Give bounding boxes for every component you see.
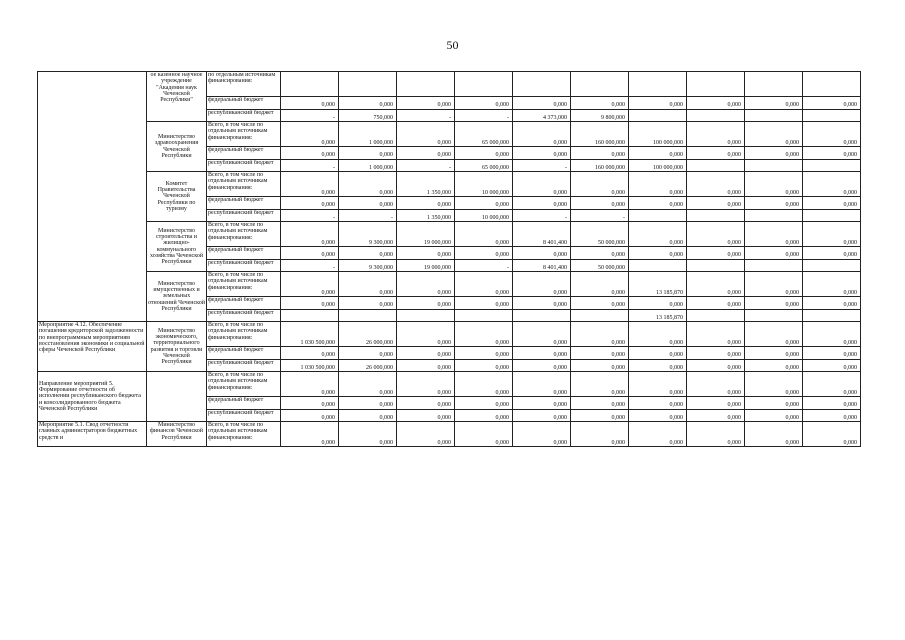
value-cell xyxy=(803,109,861,122)
value-cell: 9 800,000 xyxy=(571,109,629,122)
funding-source-cell: Всего, в том числе по отдельным источникам финансирования: xyxy=(207,322,281,347)
value-cell: 100 000,000 xyxy=(629,122,687,147)
page-number: 50 xyxy=(446,38,459,52)
value-cell: - xyxy=(513,209,571,222)
value-cell xyxy=(745,209,803,222)
value-cell: 0,000 xyxy=(281,247,339,260)
event-cell: Направление мероприятий 5. Формирование отчетности об исполнении республиканского бюджета и консолидированного бюджета Чеченской Республики xyxy=(38,372,147,422)
funding-source-cell: федеральный бюджет xyxy=(207,147,281,160)
value-cell: 0,000 xyxy=(455,97,513,110)
value-cell: 0,000 xyxy=(281,97,339,110)
value-cell: 0,000 xyxy=(803,409,861,422)
value-cell: 0,000 xyxy=(803,197,861,210)
executor-cell xyxy=(147,372,207,422)
value-cell: - xyxy=(397,159,455,172)
value-cell: 0,000 xyxy=(281,297,339,310)
value-cell: 0,000 xyxy=(803,147,861,160)
value-cell: 0,000 xyxy=(803,272,861,297)
value-cell: 0,000 xyxy=(803,347,861,360)
value-cell xyxy=(397,72,455,97)
value-cell xyxy=(745,72,803,97)
value-cell: 0,000 xyxy=(339,97,397,110)
value-cell: 0,000 xyxy=(571,397,629,410)
value-cell: 0,000 xyxy=(687,347,745,360)
value-cell: 8 401,400 xyxy=(513,222,571,247)
value-cell: 0,000 xyxy=(281,147,339,160)
value-cell: - xyxy=(397,109,455,122)
funding-source-cell: Всего, в том числе по отдельным источникам финансирования: xyxy=(207,172,281,197)
value-cell xyxy=(803,259,861,272)
executor-cell: Министерство экономического, территориального развития и торговли Чеченской Республики xyxy=(147,322,207,372)
value-cell: 0,000 xyxy=(455,147,513,160)
funding-source-cell: федеральный бюджет xyxy=(207,247,281,260)
value-cell: 0,000 xyxy=(745,247,803,260)
value-cell: 0,000 xyxy=(281,372,339,397)
value-cell: 160 000,000 xyxy=(571,159,629,172)
value-cell xyxy=(745,309,803,322)
value-cell: 26 000,000 xyxy=(339,359,397,372)
value-cell: 0,000 xyxy=(745,347,803,360)
value-cell: 0,000 xyxy=(687,147,745,160)
funding-source-cell: республиканский бюджет xyxy=(207,159,281,172)
event-cell: Мероприятие 5.1. Свод отчетности главных администраторов бюджетных средств и xyxy=(38,422,147,447)
value-cell: 0,000 xyxy=(455,222,513,247)
value-cell: 0,000 xyxy=(687,247,745,260)
value-cell: 9 300,000 xyxy=(339,259,397,272)
value-cell xyxy=(571,309,629,322)
table-row xyxy=(38,322,861,347)
value-cell: 0,000 xyxy=(455,272,513,297)
value-cell: 1 030 500,000 xyxy=(281,322,339,347)
value-cell: 0,000 xyxy=(803,422,861,447)
value-cell: 0,000 xyxy=(455,422,513,447)
event-cell: Мероприятие 4.12. Обеспечение погашения кредиторской задолженности по внепрограммным мероприятиям восстановления экономики и социальной сферы Чеченской Республики xyxy=(38,322,147,372)
funding-source-cell: федеральный бюджет xyxy=(207,297,281,310)
funding-source-cell: Всего, в том числе по отдельным источникам финансирования: xyxy=(207,422,281,447)
value-cell: 0,000 xyxy=(281,122,339,147)
value-cell xyxy=(745,159,803,172)
value-cell: 0,000 xyxy=(629,359,687,372)
value-cell: 0,000 xyxy=(281,272,339,297)
value-cell xyxy=(803,72,861,97)
value-cell: 0,000 xyxy=(571,409,629,422)
value-cell: 0,000 xyxy=(571,322,629,347)
funding-source-cell: республиканский бюджет xyxy=(207,309,281,322)
value-cell: 0,000 xyxy=(397,422,455,447)
value-cell: 0,000 xyxy=(513,372,571,397)
value-cell: 0,000 xyxy=(513,272,571,297)
value-cell: 50 000,000 xyxy=(571,259,629,272)
value-cell: 0,000 xyxy=(803,97,861,110)
value-cell xyxy=(629,109,687,122)
value-cell: 0,000 xyxy=(629,322,687,347)
value-cell: 0,000 xyxy=(397,247,455,260)
value-cell: 0,000 xyxy=(687,272,745,297)
table-row xyxy=(38,372,861,397)
value-cell: 0,000 xyxy=(803,122,861,147)
value-cell: - xyxy=(455,109,513,122)
value-cell: 0,000 xyxy=(687,97,745,110)
value-cell xyxy=(687,259,745,272)
value-cell: 0,000 xyxy=(513,147,571,160)
value-cell: 0,000 xyxy=(629,409,687,422)
value-cell xyxy=(687,159,745,172)
value-cell: 0,000 xyxy=(339,347,397,360)
value-cell: 0,000 xyxy=(803,172,861,197)
value-cell: 8 401,400 xyxy=(513,259,571,272)
value-cell: 0,000 xyxy=(687,222,745,247)
value-cell: 0,000 xyxy=(687,372,745,397)
table-body xyxy=(38,72,861,447)
value-cell: 0,000 xyxy=(397,397,455,410)
funding-source-cell: Всего, в том числе по отдельным источникам финансирования: xyxy=(207,272,281,297)
value-cell: 0,000 xyxy=(455,322,513,347)
value-cell xyxy=(339,72,397,97)
value-cell: 0,000 xyxy=(745,397,803,410)
value-cell: 1 350,000 xyxy=(397,209,455,222)
value-cell: 0,000 xyxy=(397,347,455,360)
value-cell: 0,000 xyxy=(513,347,571,360)
value-cell: 10 000,000 xyxy=(455,172,513,197)
value-cell: 0,000 xyxy=(513,97,571,110)
value-cell: 13 185,870 xyxy=(629,272,687,297)
value-cell: 0,000 xyxy=(629,297,687,310)
value-cell xyxy=(687,109,745,122)
value-cell: 0,000 xyxy=(397,122,455,147)
value-cell xyxy=(281,309,339,322)
value-cell: 0,000 xyxy=(571,347,629,360)
value-cell: 0,000 xyxy=(513,359,571,372)
value-cell: 0,000 xyxy=(513,297,571,310)
value-cell xyxy=(745,259,803,272)
value-cell: 0,000 xyxy=(455,197,513,210)
value-cell: 0,000 xyxy=(513,322,571,347)
value-cell: 0,000 xyxy=(397,359,455,372)
value-cell: 10 000,000 xyxy=(455,209,513,222)
value-cell: 0,000 xyxy=(745,322,803,347)
value-cell: 0,000 xyxy=(803,297,861,310)
value-cell: - xyxy=(339,209,397,222)
funding-source-cell: Всего, в том числе по отдельным источникам финансирования: xyxy=(207,222,281,247)
funding-source-cell: республиканский бюджет xyxy=(207,109,281,122)
value-cell: 0,000 xyxy=(745,172,803,197)
executor-cell: Министерство здравоохранения Чеченской Республики xyxy=(147,122,207,172)
value-cell: 13 185,870 xyxy=(629,309,687,322)
value-cell: 0,000 xyxy=(571,372,629,397)
funding-source-cell: республиканский бюджет xyxy=(207,259,281,272)
funding-source-cell: Всего, в том числе по отдельным источникам финансирования: xyxy=(207,372,281,397)
event-cell xyxy=(38,72,147,322)
value-cell: 0,000 xyxy=(281,172,339,197)
table-row xyxy=(38,272,861,297)
funding-source-cell: федеральный бюджет xyxy=(207,97,281,110)
value-cell: 9 300,000 xyxy=(339,222,397,247)
value-cell: 19 000,000 xyxy=(397,222,455,247)
value-cell: 0,000 xyxy=(339,409,397,422)
value-cell xyxy=(571,72,629,97)
value-cell: 0,000 xyxy=(455,297,513,310)
value-cell: 0,000 xyxy=(629,347,687,360)
value-cell: 1 350,000 xyxy=(397,172,455,197)
funding-source-cell: по отдельным источникам финансирования: xyxy=(207,72,281,97)
value-cell: 0,000 xyxy=(629,222,687,247)
value-cell xyxy=(513,309,571,322)
value-cell: 0,000 xyxy=(281,222,339,247)
value-cell: 0,000 xyxy=(571,359,629,372)
table-row xyxy=(38,72,861,97)
value-cell xyxy=(803,309,861,322)
value-cell: 0,000 xyxy=(629,197,687,210)
value-cell xyxy=(629,259,687,272)
value-cell: 1 000,000 xyxy=(339,122,397,147)
funding-source-cell: федеральный бюджет xyxy=(207,397,281,410)
executor-cell: Министерство строительства и жилищно-коммунального хозяйства Чеченской Республики xyxy=(147,222,207,272)
value-cell: 0,000 xyxy=(397,297,455,310)
value-cell: 0,000 xyxy=(571,172,629,197)
value-cell: 0,000 xyxy=(397,272,455,297)
value-cell: 0,000 xyxy=(455,359,513,372)
value-cell: 0,000 xyxy=(687,122,745,147)
value-cell: 0,000 xyxy=(513,409,571,422)
table-row xyxy=(38,122,861,147)
value-cell xyxy=(687,209,745,222)
value-cell: 0,000 xyxy=(803,247,861,260)
value-cell: 0,000 xyxy=(687,322,745,347)
value-cell: 0,000 xyxy=(629,422,687,447)
value-cell: - xyxy=(571,209,629,222)
value-cell: 0,000 xyxy=(687,172,745,197)
value-cell: 0,000 xyxy=(745,147,803,160)
value-cell: 26 000,000 xyxy=(339,322,397,347)
value-cell: 0,000 xyxy=(745,422,803,447)
value-cell: 0,000 xyxy=(745,272,803,297)
value-cell: - xyxy=(281,159,339,172)
value-cell: 0,000 xyxy=(687,359,745,372)
value-cell: 1 030 500,000 xyxy=(281,359,339,372)
value-cell: 0,000 xyxy=(455,372,513,397)
value-cell: 0,000 xyxy=(745,372,803,397)
value-cell xyxy=(687,72,745,97)
funding-source-cell: республиканский бюджет xyxy=(207,359,281,372)
value-cell: - xyxy=(281,209,339,222)
value-cell: 0,000 xyxy=(745,122,803,147)
value-cell: 0,000 xyxy=(339,147,397,160)
value-cell: 0,000 xyxy=(281,422,339,447)
value-cell: 0,000 xyxy=(571,247,629,260)
value-cell: 1 000,000 xyxy=(339,159,397,172)
funding-source-cell: республиканский бюджет xyxy=(207,409,281,422)
value-cell: 0,000 xyxy=(339,272,397,297)
value-cell: 0,000 xyxy=(745,197,803,210)
value-cell xyxy=(803,209,861,222)
value-cell: - xyxy=(281,259,339,272)
value-cell: 0,000 xyxy=(513,197,571,210)
value-cell: 0,000 xyxy=(339,247,397,260)
value-cell: 0,000 xyxy=(397,322,455,347)
value-cell: 0,000 xyxy=(513,397,571,410)
value-cell: 750,000 xyxy=(339,109,397,122)
value-cell: 0,000 xyxy=(629,372,687,397)
value-cell: 0,000 xyxy=(455,247,513,260)
value-cell: 0,000 xyxy=(339,197,397,210)
value-cell: 0,000 xyxy=(281,397,339,410)
value-cell: 0,000 xyxy=(803,397,861,410)
table-row xyxy=(38,222,861,247)
value-cell: 0,000 xyxy=(455,409,513,422)
value-cell xyxy=(455,72,513,97)
value-cell: 0,000 xyxy=(571,297,629,310)
table-row xyxy=(38,172,861,197)
value-cell: 0,000 xyxy=(455,347,513,360)
value-cell xyxy=(803,159,861,172)
value-cell: 0,000 xyxy=(339,172,397,197)
executor-cell: Комитет Правительства Чеченской Республики по туризму xyxy=(147,172,207,222)
value-cell: 0,000 xyxy=(629,247,687,260)
value-cell: 0,000 xyxy=(397,409,455,422)
value-cell: - xyxy=(455,259,513,272)
value-cell: 0,000 xyxy=(513,122,571,147)
value-cell: 0,000 xyxy=(397,147,455,160)
value-cell: 160 000,000 xyxy=(571,122,629,147)
table-row xyxy=(38,422,861,447)
value-cell: 0,000 xyxy=(571,147,629,160)
value-cell: 0,000 xyxy=(455,397,513,410)
budget-table xyxy=(37,71,861,447)
value-cell: 0,000 xyxy=(571,197,629,210)
value-cell: 19 000,000 xyxy=(397,259,455,272)
value-cell: 0,000 xyxy=(339,397,397,410)
executor-cell: Министерство имущественных и земельных отношений Чеченской Республики xyxy=(147,272,207,322)
value-cell: 0,000 xyxy=(339,422,397,447)
value-cell: 0,000 xyxy=(687,409,745,422)
value-cell: 0,000 xyxy=(513,247,571,260)
value-cell: 0,000 xyxy=(281,347,339,360)
value-cell: 0,000 xyxy=(803,322,861,347)
value-cell: 0,000 xyxy=(803,372,861,397)
value-cell: - xyxy=(513,159,571,172)
value-cell: 0,000 xyxy=(571,422,629,447)
value-cell: 0,000 xyxy=(281,409,339,422)
value-cell: 0,000 xyxy=(513,172,571,197)
value-cell: 0,000 xyxy=(803,222,861,247)
executor-cell: Министерство финансов Чеченской Республики xyxy=(147,422,207,447)
value-cell xyxy=(629,209,687,222)
value-cell: 0,000 xyxy=(687,297,745,310)
value-cell: 0,000 xyxy=(745,297,803,310)
value-cell: 0,000 xyxy=(629,147,687,160)
value-cell xyxy=(745,109,803,122)
value-cell: 0,000 xyxy=(571,97,629,110)
value-cell: 50 000,000 xyxy=(571,222,629,247)
funding-source-cell: Всего, в том числе по отдельным источникам финансирования: xyxy=(207,122,281,147)
executor-cell: ое казенное научное учреждение "Академия наук Чеченской Республики" xyxy=(147,72,207,122)
value-cell: 0,000 xyxy=(513,422,571,447)
value-cell: 65 000,000 xyxy=(455,122,513,147)
funding-source-cell: федеральный бюджет xyxy=(207,197,281,210)
value-cell: 0,000 xyxy=(687,197,745,210)
value-cell: 4 373,000 xyxy=(513,109,571,122)
value-cell xyxy=(629,72,687,97)
value-cell: 0,000 xyxy=(629,172,687,197)
value-cell: 0,000 xyxy=(281,197,339,210)
value-cell: 0,000 xyxy=(745,359,803,372)
value-cell: 0,000 xyxy=(745,97,803,110)
value-cell: 0,000 xyxy=(339,372,397,397)
value-cell: 65 000,000 xyxy=(455,159,513,172)
value-cell: 0,000 xyxy=(803,359,861,372)
value-cell xyxy=(455,309,513,322)
value-cell: 0,000 xyxy=(687,422,745,447)
value-cell xyxy=(281,72,339,97)
value-cell: 0,000 xyxy=(629,397,687,410)
value-cell: 0,000 xyxy=(571,272,629,297)
value-cell xyxy=(513,72,571,97)
funding-source-cell: республиканский бюджет xyxy=(207,209,281,222)
value-cell xyxy=(339,309,397,322)
value-cell xyxy=(397,309,455,322)
value-cell: 0,000 xyxy=(397,197,455,210)
value-cell: - xyxy=(281,109,339,122)
value-cell: 0,000 xyxy=(397,97,455,110)
funding-source-cell: федеральный бюджет xyxy=(207,347,281,360)
value-cell: 0,000 xyxy=(745,409,803,422)
value-cell: 0,000 xyxy=(629,97,687,110)
value-cell xyxy=(687,309,745,322)
value-cell: 0,000 xyxy=(397,372,455,397)
value-cell: 0,000 xyxy=(745,222,803,247)
value-cell: 0,000 xyxy=(687,397,745,410)
value-cell: 0,000 xyxy=(339,297,397,310)
value-cell: 100 000,000 xyxy=(629,159,687,172)
